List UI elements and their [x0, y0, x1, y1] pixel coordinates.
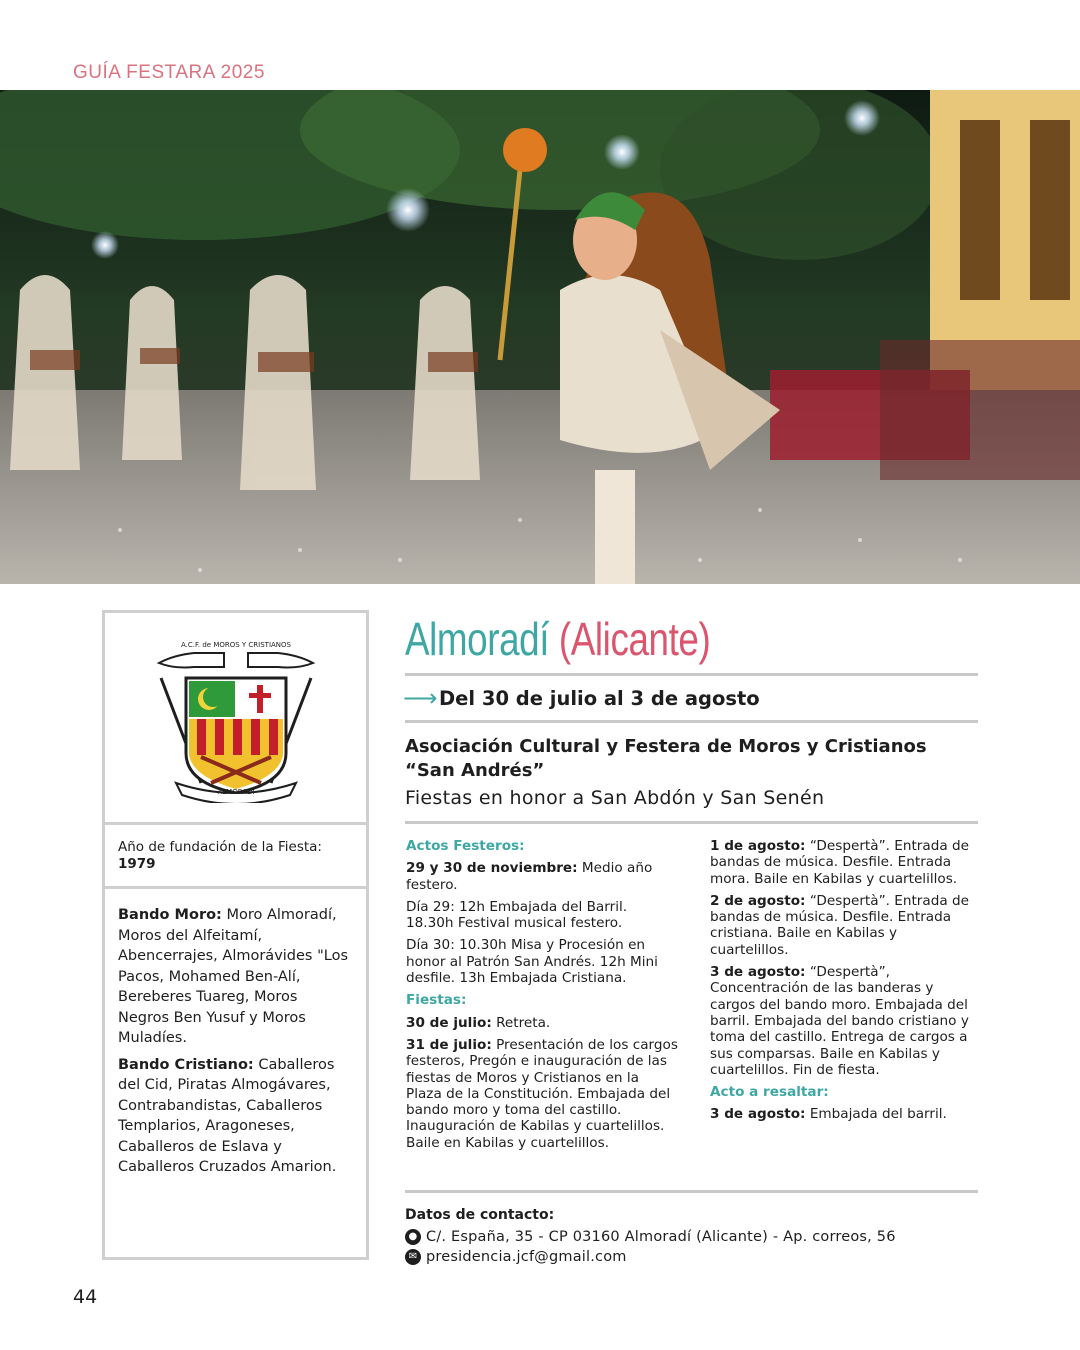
divider	[405, 720, 978, 723]
program-item: 3 de agosto: “Despertà”, Concentración de las banderas y cargos del bando moro. Embajada del barril. Embajada del bando cristiano y toma del castillo. Entrega de cargos a sus comparsas. Baile en Kabilas y cuartelillos. Fin de fiesta.	[710, 964, 969, 1078]
dates-text: Del 30 de julio al 3 de agosto	[439, 686, 760, 710]
program-item: 1 de agosto: “Despertà”. Entrada de bandas de música. Desfile. Entrada mora. Baile en Kabilas y cuartelillos.	[710, 838, 970, 887]
honor-line: Fiestas en honor a San Abdón y San Senén	[405, 787, 825, 809]
actos-heading: Actos Festeros:	[406, 838, 525, 854]
bando-moro: Bando Moro: Moro Almoradí, Moros del Alfeitamí, Abencerrajes, Almorávides "Los Pacos, Mohamed Ben-Alí, Bereberes Tuareg, Moros Negros Ben Yusuf y Moros Muladíes.	[118, 907, 349, 1046]
email-link[interactable]: presidencia.jcf@gmail.com	[426, 1249, 627, 1265]
contact-label: Datos de contacto:	[405, 1207, 555, 1223]
bando-cristiano: Bando Cristiano: Caballeros del Cid, Piratas Almogávares, Contrabandistas, Caballeros Templarios, Aragoneses, Caballeros de Eslava y Caballeros Cruzados Amarion.	[118, 1056, 337, 1175]
divider	[405, 821, 978, 824]
parade-photo	[0, 90, 1080, 584]
address-text: C/. España, 35 - CP 03160 Almoradí (Alicante) - Ap. correos, 56	[426, 1229, 896, 1245]
divider	[405, 1190, 978, 1193]
program-item: Día 29: 12h Embajada del Barril. 18.30h Festival musical festero.	[406, 898, 628, 932]
sidebar-box	[102, 610, 369, 1260]
fiestas-heading: Fiestas:	[406, 992, 467, 1009]
coat-of-arms-logo	[151, 633, 321, 803]
svg-text:A.C.F. de MOROS Y CRISTIANOS: A.C.F. de MOROS Y CRISTIANOS	[180, 640, 291, 649]
page-number: 44	[73, 1286, 98, 1308]
page-title	[405, 605, 863, 673]
program-right-column	[710, 838, 978, 1129]
program-item: 3 de agosto: Embajada del barril.	[710, 1106, 947, 1123]
program-item: 30 de julio: Retreta.	[406, 1014, 551, 1031]
contact-email[interactable]	[405, 1247, 978, 1267]
founded-year: 1979	[118, 856, 156, 872]
main-content	[405, 605, 978, 1188]
title-city: Almoradí	[405, 613, 550, 665]
title-province: (Alicante)	[558, 613, 711, 665]
resaltar-heading: Acto a resaltar:	[710, 1084, 829, 1101]
contact-address	[405, 1227, 978, 1247]
logo-area	[105, 613, 366, 825]
contact-section	[405, 1190, 978, 1267]
association-name: Asociación Cultural y Festera de Moros y Cristianos “San Andrés”	[405, 736, 927, 781]
guide-header: GUÍA FESTARA 2025	[73, 62, 265, 83]
founded-label: Año de fundación de la Fiesta:	[118, 839, 322, 855]
program-item: 2 de agosto: “Despertà”. Entrada de bandas de música. Desfile. Entrada cristiana. Baile en Kabilas y cuartelillos.	[710, 892, 970, 958]
festival-dates	[405, 676, 978, 720]
program-left-column	[406, 838, 678, 1157]
svg-text:ALMORADÍ: ALMORADÍ	[216, 787, 255, 796]
arrow-right-icon: ⟶	[403, 684, 438, 712]
program-item: 29 y 30 de noviembre: Medio año festero.	[406, 860, 653, 893]
program-columns	[405, 838, 978, 1188]
founded-info	[105, 825, 366, 889]
bandos-info	[105, 889, 366, 1178]
location-pin-icon: ●	[405, 1229, 421, 1245]
program-item: Día 30: 10.30h Misa y Procesión en honor al Patrón San Andrés. 12h Mini desfile. 13h Embajada Cristiana.	[406, 937, 658, 987]
envelope-icon: ✉	[405, 1249, 421, 1265]
program-item: 31 de julio: Presentación de los cargos festeros, Pregón e inauguración de las fiestas de Moros y Cristianos en la Plaza de la Constitución. Embajada del bando moro y toma del castillo. Inauguración de Kabilas y cuartelillos. Baile en Kabilas y cuartelillos.	[406, 1036, 678, 1151]
